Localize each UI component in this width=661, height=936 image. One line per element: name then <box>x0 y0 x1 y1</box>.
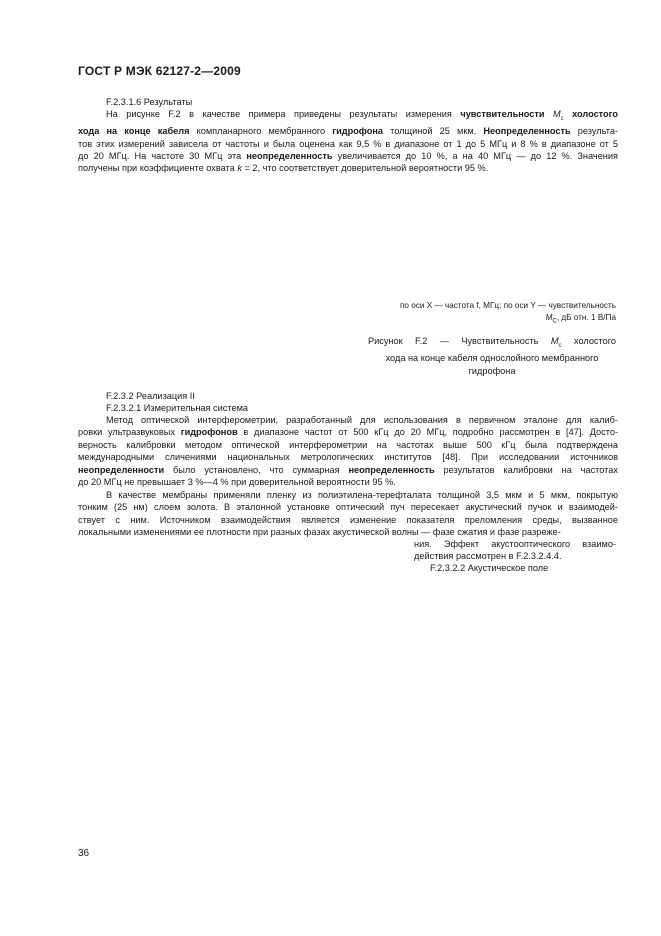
text-line <box>78 439 618 451</box>
caption-line3: гидрофона <box>468 365 516 376</box>
text-run: было установлено, что суммарная <box>164 464 349 475</box>
text-line <box>78 501 618 513</box>
text-run: результатов калибровки на частотах <box>434 464 618 475</box>
text-run: увеличивается до 10 %, а на 40 МГц — до 12 %. Значения <box>332 151 618 162</box>
text-run: Неопределенность <box>483 126 571 137</box>
caption-line1 <box>368 335 616 352</box>
text-line <box>78 138 618 150</box>
figure-f3-chart <box>78 540 413 802</box>
figure-f2-caption <box>368 335 616 377</box>
text-run: результа- <box>570 126 619 137</box>
text-run: неопределенность <box>348 464 435 475</box>
text-run: ровки ультразвуковых <box>78 427 181 438</box>
text-run: в диапазоне частот от 500 кГц до 20 МГц, подробно рассмотрен в [47]. Досто- <box>237 427 619 438</box>
page-number: 36 <box>78 848 90 859</box>
text-run: тонким (25 нм) слоем золота. В эталонной установке оптический пуч пересекает акустический пучок и взаимодей- <box>78 502 618 513</box>
text-line <box>78 414 618 426</box>
section-heading-results: F.2.3.1.6 Результаты <box>106 97 193 107</box>
text-run: компланарного мембранного <box>189 126 333 137</box>
text-run: до 20 МГц не превышает 3 %—4 % при доверительной вероятности 95 %. <box>78 477 396 488</box>
caption-part: Рисунок F.2 — Чувствительность <box>368 336 551 346</box>
axis-note-symbol: M <box>545 313 553 322</box>
axis-note-text: по оси X — частота f, МГц; по оси Y — чувствительность <box>399 301 616 310</box>
text-line <box>78 514 618 526</box>
text-line <box>78 150 618 162</box>
text-run: действия рассмотрен в F.2.3.2.4.4. <box>414 551 562 562</box>
text-run: тов этих измерений зависела от частоты и была оценена как 9,5 % в диапазоне от 1 до 5 МГц и 8 % в диапазоне от 5 <box>78 138 618 149</box>
axis-note-line2 <box>340 312 616 328</box>
text-run: c <box>560 115 564 122</box>
text-line <box>78 451 618 463</box>
text-run: международными сличениями национальных метрологических институтов [48]. При исследовании источников <box>78 452 618 463</box>
text-run: верность калибровки методом оптической интерферометрии на частотах выше 500 кГц была подтверждена <box>78 439 618 450</box>
text-line <box>78 108 618 125</box>
text-run: На рисунке F.2 в качестве примера приведены результаты измерения <box>106 109 461 119</box>
axis-note-line1 <box>340 300 616 312</box>
section-heading-acoustic-field: F.2.3.2.2 Акустическое поле <box>430 563 549 573</box>
axis-note-subscript: C <box>552 318 557 325</box>
caption-symbol: M <box>550 336 559 346</box>
figure-f2-chart <box>90 170 360 370</box>
text-line <box>78 426 618 438</box>
membrane-paragraph <box>78 489 618 539</box>
text-run: толщиной 25 мкм. <box>383 126 484 137</box>
text-run: ствует с ним. Источником взаимодействия является изменение показателя преломления среды, вызванное <box>78 514 618 525</box>
text-line <box>78 476 618 488</box>
figure-f2-axis-note <box>340 300 616 328</box>
caption-part: холостого <box>561 336 616 346</box>
text-run: неопределенность <box>246 151 333 162</box>
section-heading-measuring-system: F.2.3.2.1 Измерительная система <box>106 403 249 413</box>
text-line <box>414 550 616 562</box>
section-heading-realization: F.2.3.2 Реализация II <box>106 391 195 401</box>
text-line <box>78 464 618 476</box>
text-run: гидрофонов <box>180 427 238 438</box>
text-line <box>414 538 616 550</box>
text-run: получены при коэффициенте охвата <box>78 163 238 174</box>
text-run: холостого <box>563 109 618 119</box>
measuring-system-paragraph <box>78 414 618 488</box>
membrane-paragraph-continued <box>414 538 616 563</box>
text-run: Метод оптической интерферометрии, разработанный для использования в первичном эталоне для калиб- <box>106 415 618 425</box>
page-header: ГОСТ Р МЭК 62127-2—2009 <box>78 64 241 78</box>
text-run: до 20 МГц. На частоте 30 МГц эта <box>78 151 247 162</box>
text-run: неопределенности <box>78 464 165 475</box>
axis-note-unit: , дБ отн. 1 В/Па <box>556 313 616 322</box>
results-paragraph <box>78 108 618 175</box>
caption-subscript: c <box>558 342 562 349</box>
text-run: M <box>552 109 561 119</box>
text-run: В качестве мембраны применяли пленку из полиэтилена-терефталата толщиной 3,5 мкм и 5 мкм, покрытую <box>106 490 618 500</box>
text-line <box>78 489 618 501</box>
text-run: хода на конце кабеля <box>78 126 190 137</box>
text-run: локальными изменениями ее плотности при разных фазах акустической волны — фазе сжатия и фазе разреже- <box>78 527 561 538</box>
text-line <box>78 125 618 137</box>
text-line <box>78 526 618 538</box>
text-run: = 2, что соответствует доверительной вероятности 95 %. <box>241 163 489 174</box>
text-run: гидрофона <box>332 126 384 137</box>
text-run: ния. Эффект акустооптического взаимо- <box>414 539 616 549</box>
caption-line2: хода на конце кабеля однослойного мембранного <box>385 353 599 364</box>
text-run: k <box>237 163 242 174</box>
text-run: чувствительности <box>460 109 553 119</box>
